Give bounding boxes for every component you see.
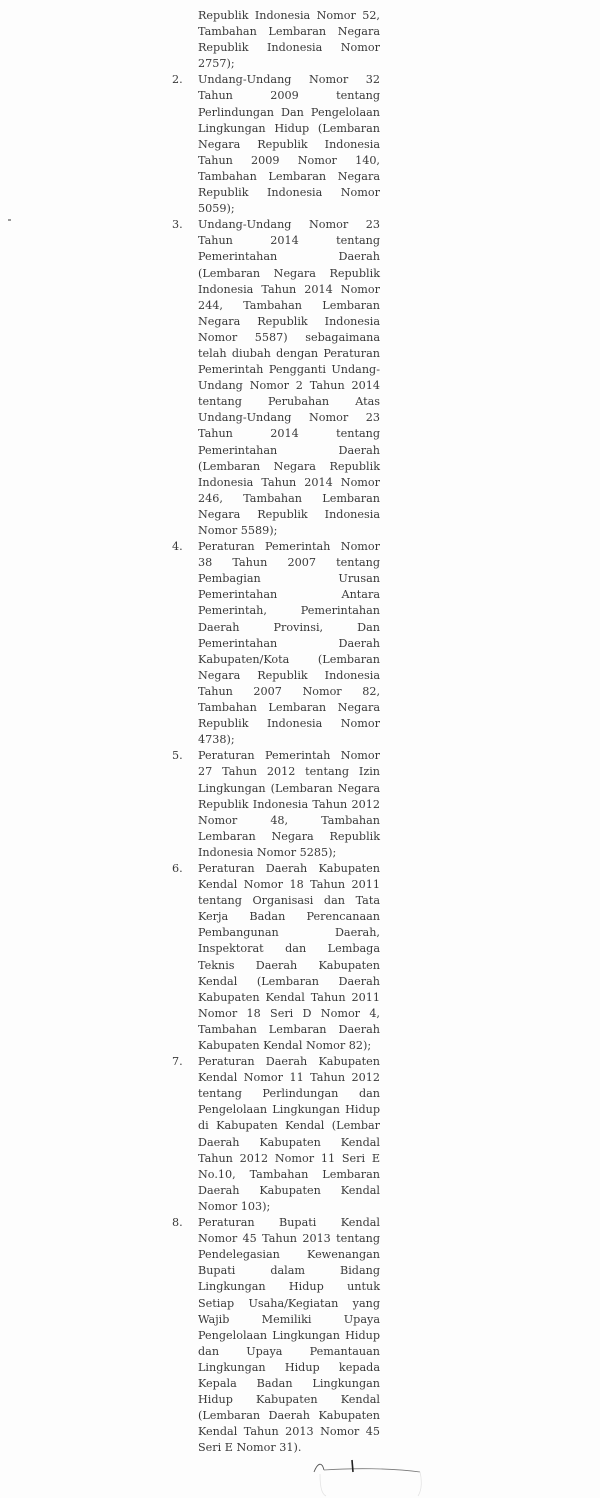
item-number: 7. <box>172 1055 183 1069</box>
item-text: Undang-Undang Nomor 23 Tahun 2014 tentang Pemerintahan Daerah (Lembaran Negara Republik Indonesia Tahun 2014 Nomor 244, Tambahan Lembaran Negara Republik Indonesia Nomor 5587) sebagaimana telah diubah dengan Peraturan Pemerintah Pengganti Undang-Undang Nomor 2 Tahun 2014 tentang Perubahan Atas Undang-Undang Nomor 23 Tahun 2014 tentang Pemerintahan Daerah (Lembaran Negara Republik Indonesia Tahun 2014 Nomor 246, Tambahan Lembaran Negara Republik Indonesia Nomor 5589); <box>198 218 380 537</box>
paraf-area <box>312 1458 432 1498</box>
item-text: Peraturan Pemerintah Nomor 38 Tahun 2007 tentang Pembagian Urusan Pemerintahan Antara Pemerintah, Pemerintahan Daerah Provinsi, Dan Pemerintahan Daerah Kabupaten/Kota (Lembaran Negara Republik Indonesia Tahun 2007 Nomor 82, Tambahan Lembaran Negara Republik Indonesia Nomor 4738); <box>198 540 380 747</box>
item-number: 8. <box>172 1216 183 1230</box>
list-item <box>172 72 380 217</box>
list-item <box>172 217 380 539</box>
item-number: 5. <box>172 749 183 763</box>
item-number: 4. <box>172 540 183 554</box>
initial-paraf-mark <box>312 1458 432 1498</box>
legal-basis-list <box>172 72 380 1456</box>
item-text: Undang-Undang Nomor 32 Tahun 2009 tentang Perlindungan Dan Pengelolaan Lingkungan Hidup (Lembaran Negara Republik Indonesia Tahun 2009 Nomor 140, Tambahan Lembaran Negara Republik Indonesia Nomor 5059); <box>198 73 380 216</box>
list-item <box>172 1215 380 1456</box>
list-item <box>172 861 380 1054</box>
item-text: Peraturan Pemerintah Nomor 27 Tahun 2012 tentang Izin Lingkungan (Lembaran Negara Republik Indonesia Tahun 2012 Nomor 48, Tambahan Lembaran Negara Republik Indonesia Nomor 5285); <box>198 749 380 859</box>
item-number: 2. <box>172 73 183 87</box>
item-number: 3. <box>172 218 183 232</box>
item-text: Peraturan Daerah Kabupaten Kendal Nomor 18 Tahun 2011 tentang Organisasi dan Tata Kerja Badan Perencanaan Pembangunan Daerah, Inspektorat dan Lembaga Teknis Daerah Kabupaten Kendal (Lembaran Daerah Kabupaten Kendal Tahun 2011 Nomor 18 Seri D Nomor 4, Tambahan Lembaran Daerah Kabupaten Kendal Nomor 82); <box>198 861 380 1052</box>
scan-speck <box>8 219 11 221</box>
item-text: Peraturan Bupati Kendal Nomor 45 Tahun 2013 tentang Pendelegasian Kewenangan Bupati dalam Bidang Lingkungan Hidup untuk Setiap Usaha/Kegiatan yang Wajib Memiliki Upaya Pengelolaan Lingkungan Hidup dan Upaya Pemantauan Lingkungan Hidup kepada Kepala Badan Lingkungan Hidup Kabupaten Kendal (Lembaran Daerah Kabupaten Kendal Tahun 2013 Nomor 45 Seri E Nomor 31). <box>198 1216 380 1455</box>
list-item <box>172 1054 380 1215</box>
list-item <box>172 539 380 748</box>
item-text: Peraturan Daerah Kabupaten Kendal Nomor 11 Tahun 2012 tentang Perlindungan dan Pengelolaan Lingkungan Hidup di Kabupaten Kendal (Lembar Daerah Kabupaten Kendal Tahun 2012 Nomor 11 Seri E No.10, Tambahan Lembaran Daerah Kabupaten Kendal Nomor 103); <box>198 1055 380 1213</box>
document-column <box>172 8 380 1498</box>
item-number: 6. <box>172 861 183 875</box>
list-item <box>172 748 380 861</box>
continued-text: Republik Indonesia Nomor 52, Tambahan Lembaran Negara Republik Indonesia Nomor 2757); <box>198 9 380 71</box>
